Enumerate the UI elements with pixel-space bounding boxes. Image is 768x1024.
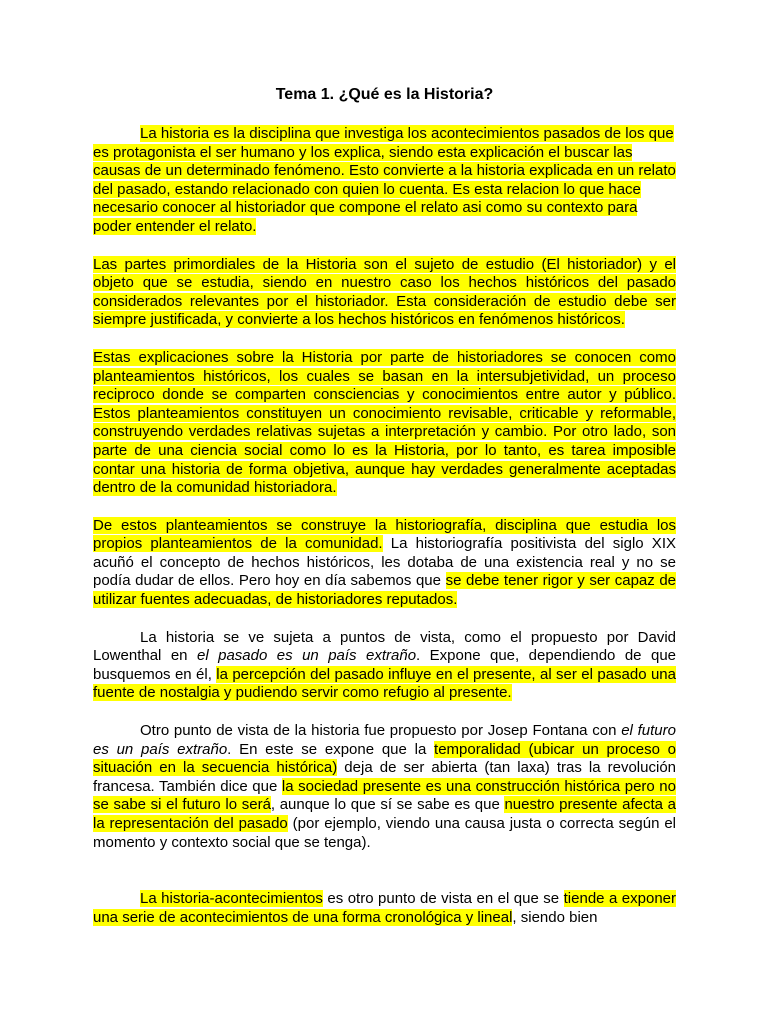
- highlighted-text: La historia-acontecimientos: [140, 890, 323, 908]
- paragraph-events: [93, 890, 676, 927]
- text-segment: La historiografía positivista del siglo XIX acuñó el concepto de hechos históricos, les dotaba de una existencia real y no se podía dudar de ellos. Pero hoy en día sabemos que: [93, 535, 676, 590]
- text-segment: , aunque lo que sí se sabe es que: [270, 796, 505, 814]
- highlighted-text: nuestro presente afecta a la representación del pasado: [93, 796, 676, 832]
- highlighted-text: se debe tener rigor y ser capaz de utilizar fuentes adecuadas, de historiadores reputados.: [93, 572, 676, 609]
- paragraph-definition: [93, 125, 676, 237]
- paragraph-historiography: [93, 517, 676, 610]
- text-segment: Otro punto de vista de la historia fue propuesto por Josep Fontana con: [140, 722, 622, 740]
- paragraph-lowenthal: [93, 629, 676, 703]
- highlighted-text: la sociedad presente es una construcción histórica pero no se sabe si el futuro lo será: [93, 777, 676, 814]
- highlighted-text: tiende a exponer una serie de acontecimientos de una forma cronológica y lineal: [93, 890, 677, 926]
- paragraph-parts: [93, 256, 676, 330]
- paragraph-fontana: [93, 722, 676, 852]
- highlighted-text: De estos planteamientos se construye la historiografía, disciplina que estudia los propios planteamientos de la comunidad.: [93, 516, 676, 553]
- highlighted-text: la percepción del pasado influye en el presente, al ser el pasado una fuente de nostalgia y pudiendo servir como refugio al presente.: [93, 665, 676, 702]
- highlighted-text: La historia es la disciplina que investiga los acontecimientos pasados de los que es protagonista el ser humano y los explica, siendo esta explicación el buscar las causas de un determinado fenómeno. Esto convierte a la historia explicada en un relato del pasado, estando relacionado con quien lo cuenta. Es esta relacion lo que hace necesario conocer al historiador que compone el relato asi como su contexto para poder entender el relato.: [93, 125, 676, 235]
- text-segment: , siendo bien: [512, 908, 598, 926]
- book-title: el futuro es un país extraño: [93, 722, 676, 758]
- text-segment: La historia se ve sujeta a puntos de vista, como el propuesto por David Lowenthal en: [93, 628, 676, 665]
- text-segment: (por ejemplo, viendo una causa justa o correcta según el momento y contexto social que se tenga).: [93, 815, 676, 851]
- document-body: [93, 125, 676, 927]
- book-title: el pasado es un país extraño: [196, 647, 417, 665]
- highlighted-text: temporalidad (ubicar un proceso o situación en la secuencia histórica): [93, 740, 677, 777]
- highlighted-text: Estas explicaciones sobre la Historia por parte de historiadores se conocen como planteamientos históricos, los cuales se basan en la intersubjetividad, un proceso reciproco donde se comparten consciencias y conocimientos entre autor y público. Estos planteamientos constituyen un conocimiento revisable, criticable y reformable, construyendo verdades relativas sujetas a interpretación y cambio. Por otro lado, son parte de una ciencia social como lo es la Historia, por lo tanto, es tarea imposible contar una historia de forma objetiva, aunque hay verdades generalmente aceptadas dentro de la comunidad historiadora.: [93, 348, 676, 497]
- text-segment: deja de ser abierta (tan laxa) tras la revolución francesa. También dice que: [93, 759, 677, 795]
- document-title: Tema 1. ¿Qué es la Historia?: [275, 86, 494, 103]
- text-segment: . Expone que, dependiendo de que busquemos en él,: [93, 647, 677, 683]
- paragraph-approaches: [93, 349, 676, 498]
- highlighted-text: Las partes primordiales de la Historia son el sujeto de estudio (El historiador) y el objeto que se estudia, siendo en nuestro caso los hechos históricos del pasado considerados relevantes por el historiador. Esta consideración de estudio debe ser siempre justificada, y convierte a los hechos históricos en fenómenos históricos.: [93, 255, 676, 329]
- text-segment: es otro punto de vista en el que se: [322, 890, 564, 908]
- text-segment: . En este se expone que la: [227, 740, 435, 758]
